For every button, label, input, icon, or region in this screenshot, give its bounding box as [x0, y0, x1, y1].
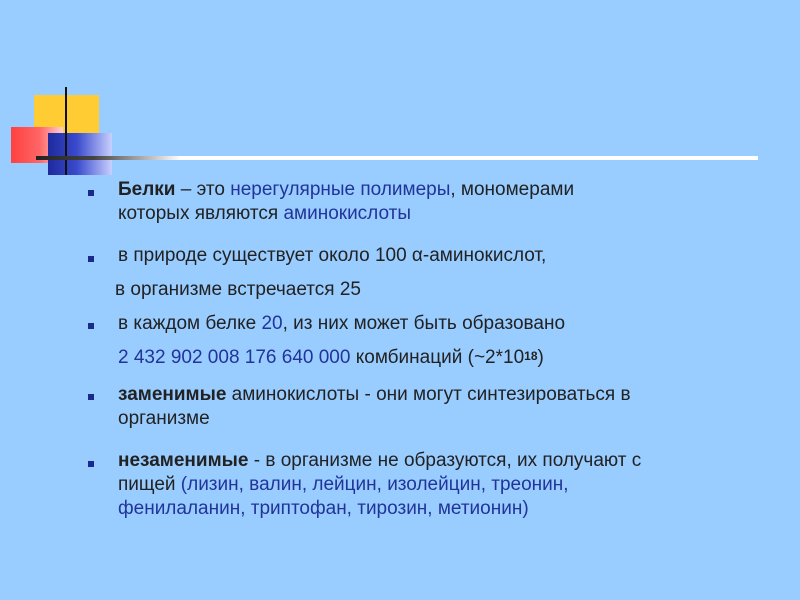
number-twenty: 20 — [261, 313, 283, 334]
term-amino-acids: аминокислоты — [283, 203, 411, 224]
term-nonessential: заменимые — [118, 384, 227, 405]
text-line-monomers — [118, 202, 411, 226]
text-fragment: комбинаций (~2*10 — [350, 347, 525, 368]
bullet-icon — [88, 190, 94, 196]
text-line-per-protein — [118, 312, 565, 336]
term-proteins: Белки — [118, 179, 176, 200]
essential-list-part1: (лизин, валин, лейцин, изолейцин, треонин, — [180, 474, 569, 495]
text-line-essential — [118, 449, 641, 473]
term-essential: незаменимые — [118, 450, 249, 471]
text-fragment: которых являются — [118, 203, 284, 224]
text-fragment: ) — [537, 347, 544, 368]
text-fragment: - в организме не образуются, их получают с — [248, 450, 642, 471]
essential-list-part2: фенилаланин, триптофан, тирозин, метионин) — [118, 498, 529, 519]
bullet-icon — [88, 394, 94, 400]
text-fragment: – это — [175, 179, 231, 200]
blue-square-decoration — [48, 133, 112, 175]
bullet-icon — [88, 323, 94, 329]
combinations-number: 2 432 902 008 176 640 000 — [118, 347, 351, 368]
text-line-combinations — [118, 346, 544, 371]
horizontal-rule — [36, 156, 758, 160]
text-fragment: , из них может быть образовано — [282, 313, 566, 334]
text-fragment: , мономерами — [450, 179, 575, 200]
bullet-icon — [88, 461, 94, 467]
text-line-organism: организме — [118, 408, 210, 429]
bullet-icon — [88, 256, 94, 262]
exponent: 18 — [524, 349, 538, 363]
vertical-line-decoration — [65, 87, 67, 175]
text-line-nonessential — [118, 383, 631, 407]
text-line-proteins-definition — [118, 178, 574, 202]
text-fragment: аминокислоты - они могут синтезироваться в — [226, 384, 631, 405]
text-fragment: в каждом белке — [118, 313, 262, 334]
text-fragment: пищей — [118, 474, 181, 495]
text-line-organism-count: в организме встречается 25 — [115, 279, 361, 300]
text-line-nature-count: в природе существует около 100 α-аминокислот, — [118, 245, 547, 266]
term-irregular-polymers: нерегулярные полимеры — [230, 179, 451, 200]
text-line-food — [118, 473, 569, 497]
